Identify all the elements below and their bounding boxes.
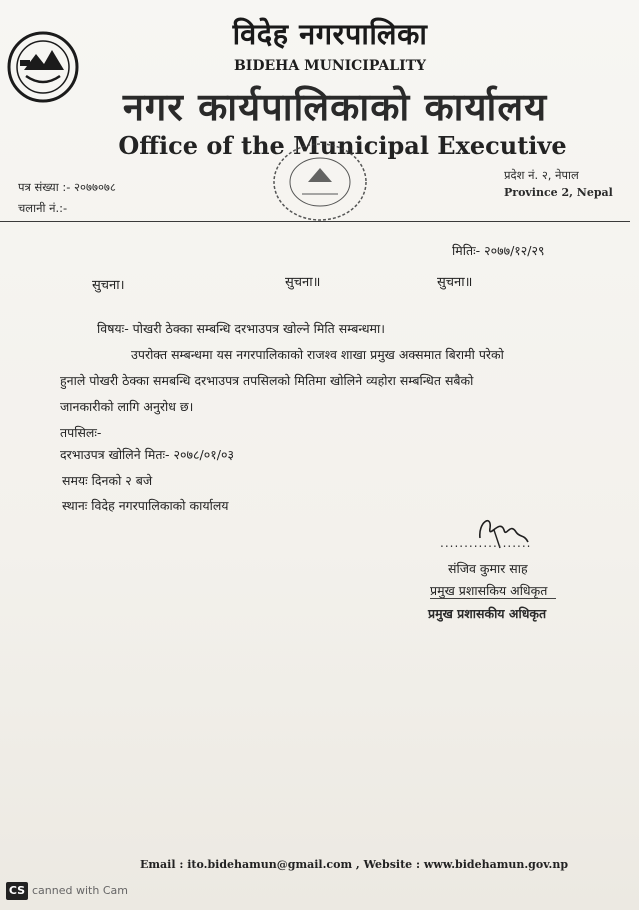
dispatch-number: चलानी नं.:-	[18, 201, 68, 215]
paragraph-line-1: उपरोक्त सम्बन्धमा यस नगरपालिकाको राजश्व शाखा प्रमुख अक्समात बिरामी परेको	[131, 347, 504, 362]
paragraph-line-2: हुनाले पोखरी ठेक्का समबन्धि दरभाउपत्र तपसिलको मितिमा खोलिने व्यहोरा सम्बन्धित सबैको	[60, 373, 474, 388]
official-seal-icon	[268, 138, 372, 226]
signatory-title: प्रमुख प्रशासकिय अधिकृत	[430, 583, 548, 598]
municipality-name-english: BIDEHA MUNICIPALITY	[233, 58, 427, 74]
header-divider	[0, 221, 630, 222]
notice-heading-1: सुचना।	[92, 278, 125, 293]
details-label: तपसिलः-	[60, 425, 102, 440]
notice-heading-3: सुचना॥	[437, 275, 473, 290]
signatory-stamp: प्रमुख प्रशासकीय अधिकृत	[428, 606, 547, 621]
scanner-watermark: canned with Cam	[32, 884, 128, 897]
office-name-nepali: नगर कार्यपालिकाको कार्यालय	[122, 85, 548, 129]
letter-date: मितिः- २०७७/१२/२९	[452, 243, 545, 258]
paragraph-line-3: जानकारीको लागि अनुरोध छ।	[60, 399, 194, 414]
bid-opening-place: स्थानः विदेह नगरपालिकाको कार्यालय	[62, 498, 229, 513]
bid-opening-date: दरभाउपत्र खोलिने मितः- २०७८/०१/०३	[60, 447, 234, 462]
municipality-name-nepali: विदेह नगरपालिका	[232, 17, 428, 51]
signature-line: ...................	[440, 536, 532, 550]
bid-opening-time: समयः दिनको २ बजे	[62, 473, 153, 488]
scanner-badge: CS	[6, 882, 28, 900]
reference-number: पत्र संख्या :- २०७७०७८	[18, 180, 116, 194]
office-name-english: Office of the Municipal Executive	[118, 131, 567, 160]
footer-contact: Email : ito.bidehamun@gmail.com , Website : www.bidehamun.gov.np	[140, 858, 569, 871]
province-nepali: प्रदेश नं. २, नेपाल	[504, 168, 579, 182]
subject-line: विषयः- पोखरी ठेक्का सम्बन्धि दरभाउपत्र खोल्ने मिति सम्बन्धमा।	[97, 321, 385, 336]
signatory-name: संजिव कुमार साह	[448, 561, 528, 576]
province-english: Province 2, Nepal	[504, 186, 613, 199]
title-underline	[430, 598, 556, 599]
notice-heading-2: सुचना॥	[285, 275, 321, 290]
